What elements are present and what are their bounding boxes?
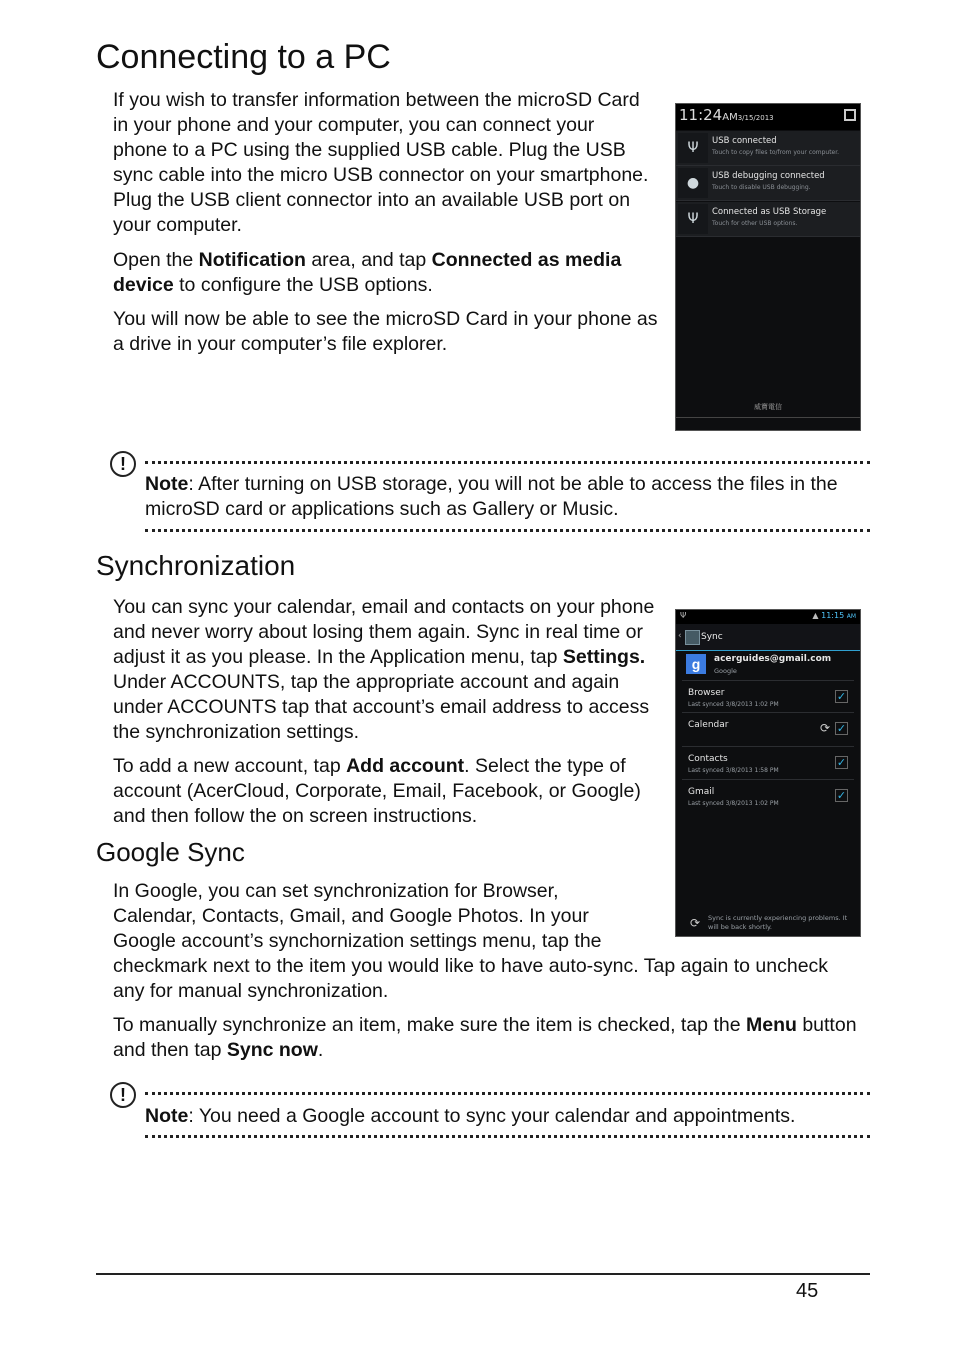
checkbox-icon[interactable]: ✓: [836, 690, 847, 703]
checkbox-icon[interactable]: ✓: [836, 756, 847, 769]
google-icon: g: [686, 654, 706, 674]
settings-app-icon: [685, 630, 700, 645]
status-time: 11:15: [821, 611, 845, 620]
sync-problem-message: Sync is currently experiencing problems. It will be back shortly.: [708, 914, 848, 931]
signal-icon: ▲: [812, 611, 819, 620]
usb-icon: Ψ: [680, 611, 687, 620]
page-title: Connecting to a PC: [96, 38, 391, 76]
sync-header[interactable]: ‹ Sync: [676, 624, 860, 651]
sync-intro-paragraph: You can sync your calendar, email and contacts on your phone and never worry about losing them again. Sync in real time or adjust it as you please. In the Application menu, tap Settings. Under ACCOUNTS, tap the appropriate account and again under ACCOUNTS tap that account’s email address to access the synchronization settings.: [113, 596, 655, 743]
checkbox-icon[interactable]: ✓: [836, 789, 847, 802]
synchronization-heading: Synchronization: [96, 550, 296, 581]
status-bar: Ψ ▲ 11:15 AM: [676, 610, 860, 624]
sync-error-icon: ⟳: [690, 916, 701, 930]
page-number: 45: [796, 1280, 819, 1302]
exclamation-icon: !: [110, 451, 136, 477]
note-google-account: Note: You need a Google account to sync your calendar and appointments.: [145, 1105, 796, 1127]
checkbox-icon[interactable]: ✓: [836, 722, 847, 735]
notification-usb-storage[interactable]: Ψ Connected as USB Storage Touch for other USB options.: [676, 202, 860, 237]
add-account-paragraph: To add a new account, tap Add account. Select the type of account (AcerCloud, Corporate, Email, Facebook, or Google) and then follow the on screen instructions.: [113, 755, 641, 827]
notification-usb-connected[interactable]: Ψ USB connected Touch to copy files to/from your computer.: [676, 131, 860, 166]
footer-rule: [96, 1273, 870, 1275]
sync-item-contacts[interactable]: Contacts Last synced 3/8/2013 1:58 PM ✓: [682, 746, 854, 779]
notification-usb-debugging[interactable]: ● USB debugging connected Touch to disable USB debugging.: [676, 166, 860, 201]
note-usb-storage: Note: After turning on USB storage, you will not be able to access the files in the microSD card or applications such as Gallery or Music.: [145, 473, 838, 520]
status-bar: 11:24AM3/15/2013: [676, 104, 860, 130]
sync-item-gmail[interactable]: Gmail Last synced 3/8/2013 1:02 PM ✓: [682, 779, 854, 812]
file-explorer-paragraph: You will now be able to see the microSD Card in your phone as a drive in your computer’s file explorer.: [113, 308, 658, 355]
exclamation-icon: !: [110, 1082, 136, 1108]
status-date: 3/15/2013: [737, 114, 774, 122]
divider: [145, 1092, 870, 1095]
quick-settings-icon[interactable]: [844, 109, 856, 121]
usb-icon: Ψ: [678, 133, 708, 163]
sync-item-browser[interactable]: Browser Last synced 3/8/2013 1:02 PM ✓: [682, 680, 854, 713]
android-debug-icon: ●: [678, 168, 708, 198]
sync-error-icon: ⟳: [819, 721, 830, 735]
notification-screenshot: [675, 103, 861, 431]
divider: [145, 529, 870, 532]
manual-sync-paragraph: To manually synchronize an item, make sure the item is checked, tap the Menu button and then tap Sync now.: [113, 1014, 857, 1061]
google-sync-paragraph: In Google, you can set synchronization for Browser, Calendar, Contacts, Gmail, and Google Photos. In your Google account’s synchornization settings menu, tap the checkmark next to the item you would like to have auto-sync. Tap again to uncheck any for manual synchronization.: [113, 880, 829, 1002]
divider: [145, 461, 870, 464]
sync-item-calendar[interactable]: Calendar ⟳ ✓: [682, 712, 854, 745]
notification-instructions-paragraph: Open the Notification area, and tap Connected as media device to configure the USB options.: [113, 249, 622, 296]
divider: [145, 1135, 870, 1138]
google-sync-heading: Google Sync: [96, 837, 245, 867]
usb-intro-paragraph: If you wish to transfer information between the microSD Card in your phone and your computer, you can connect your phone to a PC using the supplied USB cable. Plug the USB sync cable into the micro USB connector on your smartphone. Plug the USB client connector into an available USB port on your computer.: [113, 89, 649, 236]
handle-bar[interactable]: [676, 417, 860, 418]
status-time: 11:24: [679, 106, 723, 124]
back-icon[interactable]: ‹: [678, 631, 682, 641]
usb-icon: Ψ: [678, 204, 708, 234]
google-account[interactable]: g acerguides@gmail.com Google: [676, 650, 860, 680]
carrier-label: 威寶電信: [754, 403, 782, 411]
